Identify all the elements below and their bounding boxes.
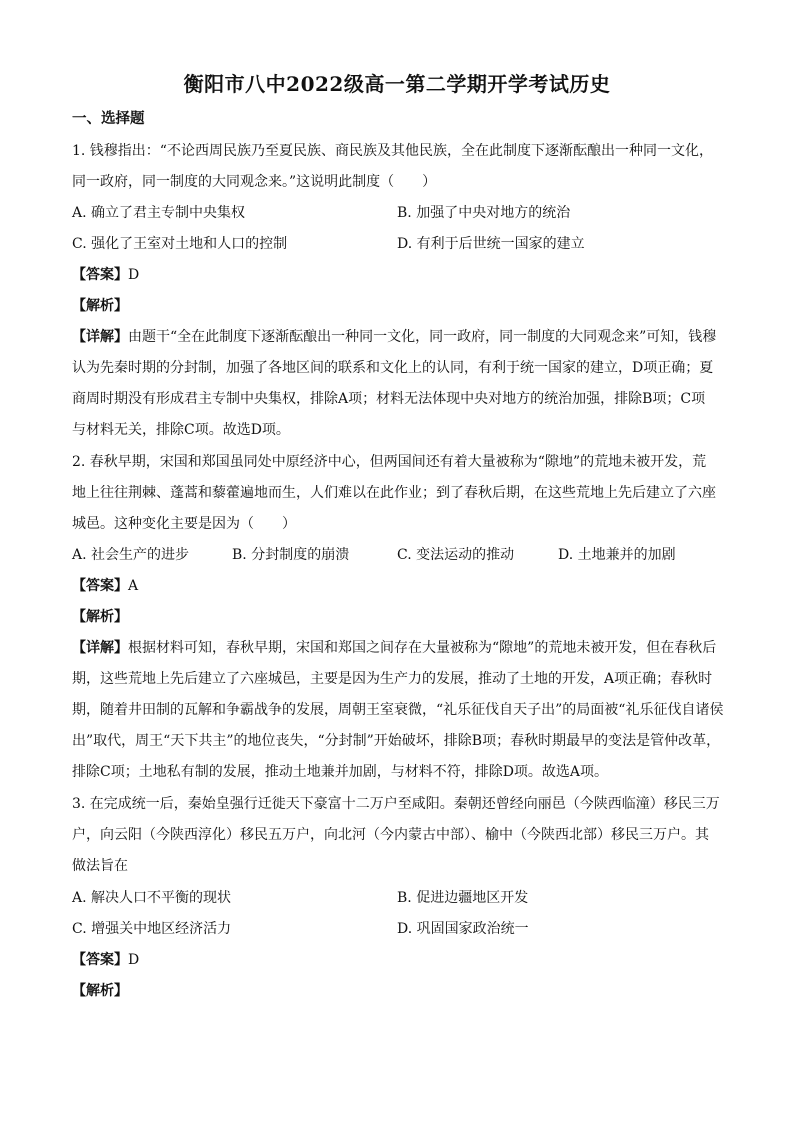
q3-option-c: C. 增强关中地区经济活力: [72, 921, 232, 937]
q3-stem-line-3: 做法旨在: [72, 858, 128, 874]
q2-detail-line-4: 出”取代，周王“天下共主”的地位丧失，“分封制”开始破坏，排除B项；春秋时期最早的变法是管仲改革，: [72, 733, 721, 749]
analysis-tag: 【解析】: [72, 609, 128, 625]
q1-detail-line-1: [72, 327, 722, 347]
q1-stem-line-2: 同一政府，同一制度的大同观念来。”这说明此制度（ ）: [72, 174, 437, 190]
answer-value: D: [128, 267, 140, 283]
q1-answer: [72, 265, 722, 285]
q2-option-d: D. 土地兼并的加剧: [558, 547, 676, 563]
answer-tag: 【答案】: [72, 952, 128, 968]
q3-option-a: A. 解决人口不平衡的现状: [72, 890, 232, 906]
q1-detail-line-4: 与材料无关，排除C项。故选D项。: [72, 422, 290, 438]
answer-value: D: [128, 952, 140, 968]
q3-option-b: B. 促进边疆地区开发: [397, 890, 529, 906]
q2-detail-line-1: [72, 638, 722, 658]
answer-tag: 【答案】: [72, 578, 128, 594]
q2-option-a: A. 社会生产的进步: [72, 547, 190, 563]
q1-analysis: [72, 296, 722, 316]
detail-tag: 【详解】: [72, 640, 128, 656]
q3-answer: [72, 950, 722, 970]
section-heading: 一、选择题: [72, 110, 145, 127]
detail-text: 由题干“全在此制度下逐渐酝酿出一种同一文化，同一政府，同一制度的大同观念来”可知，钱穆: [128, 329, 717, 345]
q2-stem-line-3: 城邑。这种变化主要是因为（ ）: [72, 516, 296, 532]
q2-detail-line-5: 排除C项；土地私有制的发展，推动土地兼并加剧，与材料不符，排除D项。故选A项。: [72, 764, 609, 780]
q1-option-b: B. 加强了中央对地方的统治: [397, 205, 571, 221]
q1-option-d: D. 有利于后世统一国家的建立: [397, 236, 585, 252]
detail-text: 根据材料可知，春秋早期，宋国和郑国之间存在大量被称为“隙地”的荒地未被开发，但在春秋后: [128, 640, 717, 656]
analysis-tag: 【解析】: [72, 983, 128, 999]
q3-stem-line-2: 户，向云阳（今陕西淳化）移民五万户，向北河（今内蒙古中部）、榆中（今陕西北部）移民三万户。其: [72, 827, 709, 843]
q1-detail-line-3: 商周时期没有形成君主专制中央集权，排除A项；材料无法体现中央对地方的统治加强，排除B项；C项: [72, 391, 706, 407]
q1-detail-line-2: 认为先秦时期的分封制，加强了各地区间的联系和文化上的认同，有利于统一国家的建立，D项正确；夏: [72, 360, 714, 376]
q2-answer: [72, 576, 722, 596]
answer-tag: 【答案】: [72, 267, 128, 283]
q2-option-c: C. 变法运动的推动: [397, 547, 515, 563]
q3-option-d: D. 巩固国家政治统一: [397, 921, 529, 937]
page-title: 衡阳市八中2022级高一第二学期开学考试历史: [183, 72, 611, 96]
q2-detail-line-3: 期，随着井田制的瓦解和争霸战争的发展，周朝王室衰微，“礼乐征伐自天子出”的局面被“礼乐征伐自诸侯: [72, 702, 724, 718]
q3-stem-line-1: 3. 在完成统一后，秦始皇强行迁徙天下豪富十二万户至咸阳。秦朝还曾经向丽邑（今陕西临潼）移民三万: [72, 796, 720, 812]
q1-option-a: A. 确立了君主专制中央集权: [72, 205, 246, 221]
detail-tag: 【详解】: [72, 329, 128, 345]
analysis-tag: 【解析】: [72, 298, 128, 314]
q2-stem-line-1: 2. 春秋早期，宋国和郑国虽同处中原经济中心，但两国间还有着大量被称为“隙地”的荒地未被开发，荒: [72, 454, 707, 470]
q2-analysis: [72, 607, 722, 627]
q1-option-c: C. 强化了王室对土地和人口的控制: [72, 236, 288, 252]
q2-stem-line-2: 地上往往荆棘、蓬蒿和藜藿遍地而生，人们难以在此作业；到了春秋后期，在这些荒地上先后建立了六座: [72, 485, 716, 501]
answer-value: A: [128, 578, 139, 594]
q2-option-b: B. 分封制度的崩溃: [232, 547, 350, 563]
q1-stem-line-1: 1. 钱穆指出：“不论西周民族乃至夏民族、商民族及其他民族，全在此制度下逐渐酝酿出一种同一文化，: [72, 143, 713, 159]
q3-analysis: [72, 981, 722, 1001]
q2-detail-line-2: 期，这些荒地上先后建立了六座城邑，主要是因为生产力的发展，推动了土地的开发，A项正确；春秋时: [72, 671, 713, 687]
